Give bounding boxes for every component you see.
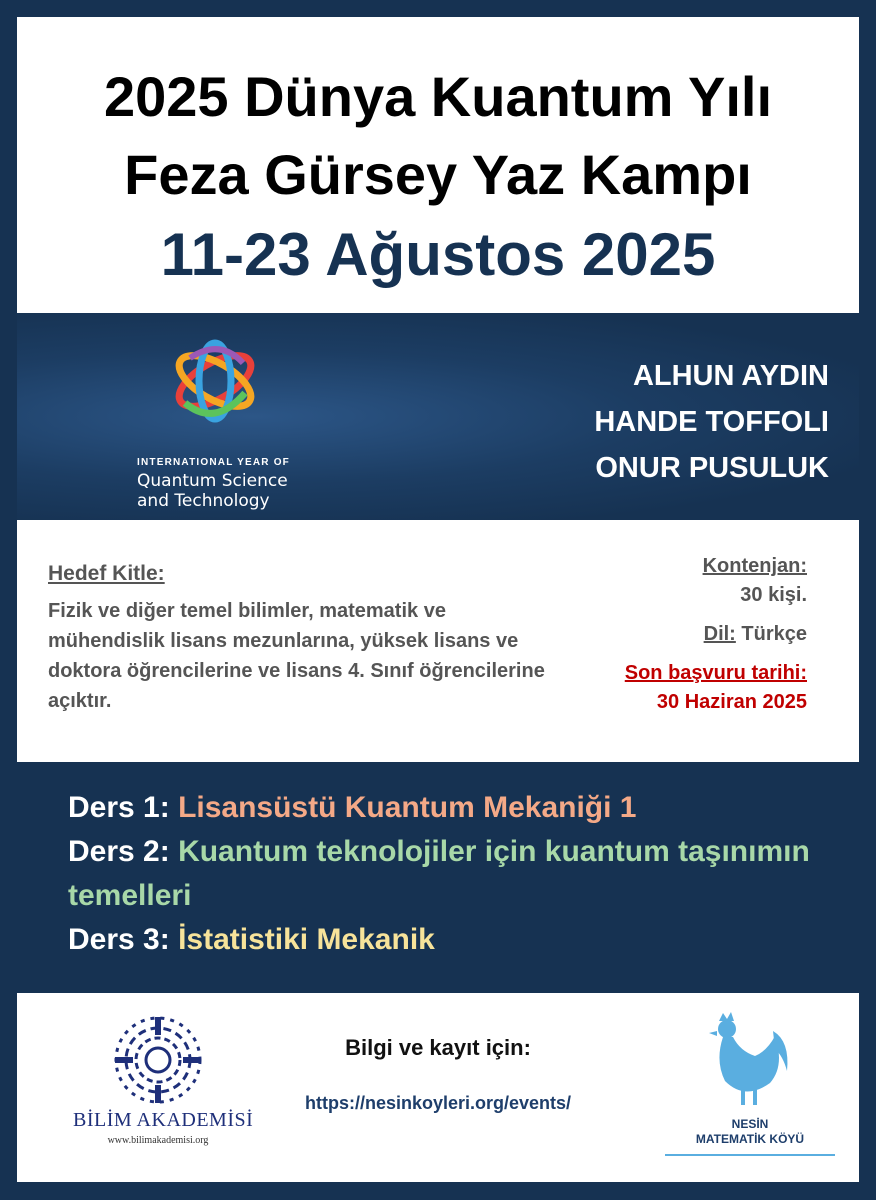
language-row bbox=[625, 620, 807, 649]
bilim-name: BİLİM AKADEMİSİ bbox=[73, 1109, 254, 1131]
course-label: Ders 3: bbox=[68, 923, 179, 956]
title-line2: Feza Gürsey Yaz Kampı bbox=[124, 143, 752, 206]
iyq-logo bbox=[137, 333, 307, 513]
contact-title: Bilgi ve kayıt için: bbox=[345, 1035, 531, 1060]
course-item bbox=[68, 918, 848, 962]
nesin-line2: MATEMATİK KÖYÜ bbox=[695, 1132, 805, 1146]
rooster-icon bbox=[705, 1011, 795, 1111]
language-value: Türkçe bbox=[735, 623, 807, 645]
title-panel bbox=[17, 17, 859, 313]
deadline-value: 30 Haziran 2025 bbox=[656, 691, 807, 713]
lecturers-banner bbox=[17, 313, 859, 520]
details-box bbox=[625, 552, 807, 717]
nesin-logo bbox=[665, 1011, 835, 1171]
event-dates: 11-23 Ağustos 2025 bbox=[160, 221, 716, 288]
quantum-orbit-icon bbox=[165, 333, 265, 433]
quota-label: Kontenjan: bbox=[702, 555, 807, 577]
nesin-line1: NESİN bbox=[731, 1117, 769, 1131]
logo-line3: and Technology bbox=[137, 491, 270, 511]
bilim-url[interactable]: www.bilimakademisi.org bbox=[107, 1135, 209, 1146]
title-line1: 2025 Dünya Kuantum Yılı bbox=[103, 65, 773, 128]
course-label: Ders 2: bbox=[68, 835, 179, 868]
footer-panel bbox=[17, 993, 859, 1182]
logo-line2: Quantum Science bbox=[137, 471, 288, 491]
deadline-label: Son başvuru tarihi: bbox=[624, 662, 807, 684]
target-audience-title: Hedef Kitle: bbox=[48, 562, 165, 585]
lecturer-name: HANDE TOFFOLI bbox=[594, 406, 829, 438]
divider bbox=[665, 1154, 835, 1156]
course-title: Kuantum teknolojiler için kuantum taşınımın temelleri bbox=[68, 835, 810, 912]
language-label: Dil: bbox=[703, 623, 736, 645]
registration-link[interactable]: https://nesinkoyleri.org/events/ bbox=[304, 1093, 572, 1113]
course-title: İstatistiki Mekanik bbox=[178, 923, 435, 956]
lecturer-name: ALHUN AYDIN bbox=[632, 360, 829, 392]
course-item bbox=[68, 786, 848, 830]
course-title: Lisansüstü Kuantum Mekaniği 1 bbox=[178, 791, 637, 824]
quota-value: 30 kişi. bbox=[740, 584, 807, 606]
course-list bbox=[68, 786, 848, 962]
target-audience-text: Fizik ve diğer temel bilimler, matematik ve mühendislik lisans mezunlarına, yüksek lisans ve doktora öğrencilerine ve lisans 4. Sınıf öğrencilerine açıktır. bbox=[48, 600, 545, 712]
lecturer-name: ONUR PUSULUK bbox=[595, 452, 829, 484]
course-item bbox=[68, 830, 848, 918]
course-label: Ders 1: bbox=[68, 791, 179, 824]
logo-line1: INTERNATIONAL YEAR OF bbox=[137, 457, 290, 468]
lecturer-list bbox=[594, 353, 829, 491]
info-panel bbox=[17, 520, 859, 762]
